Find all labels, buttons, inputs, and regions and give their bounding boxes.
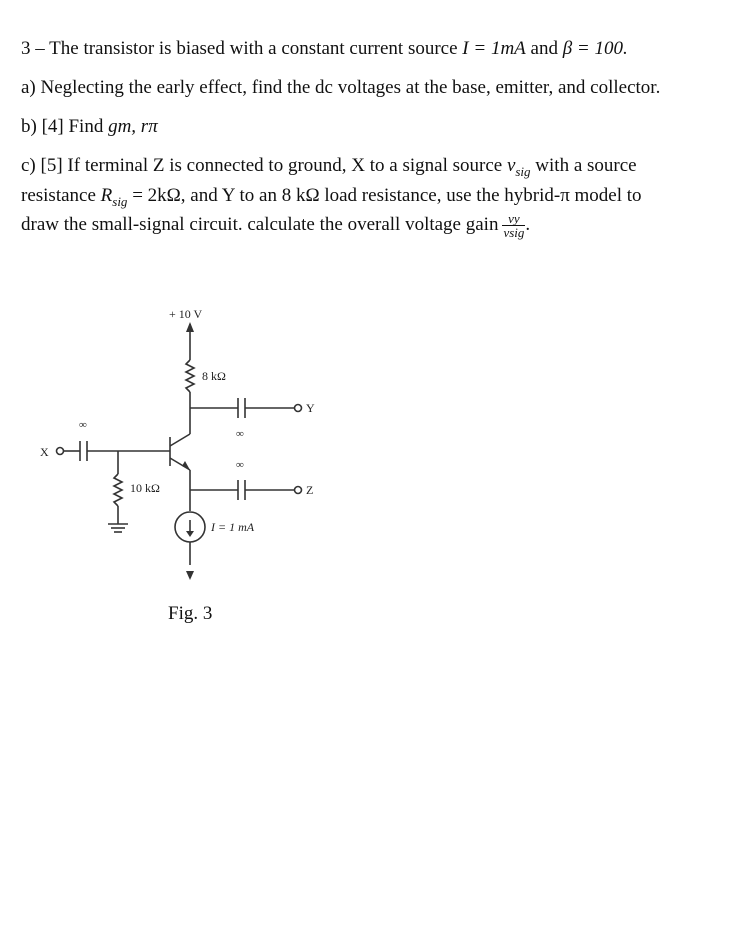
collector-resistor-label: 8 kΩ — [202, 369, 226, 383]
part-c-line3-text: draw the small-signal circuit. calculate the overall voltage gain — [21, 213, 499, 235]
current-source-label: I = 1 mA — [211, 520, 255, 534]
emitter-arrow-icon — [182, 461, 190, 470]
x-cap-value: ∞ — [79, 419, 87, 431]
supply-arrow-icon — [186, 322, 194, 332]
gain-period: . — [525, 213, 531, 235]
terminal-y — [295, 405, 302, 412]
base-resistor — [114, 474, 122, 506]
part-b-prefix: b) [4] Find — [21, 116, 104, 137]
y-cap-value: ∞ — [236, 428, 244, 440]
rsig-symbol: $R_{sig}$ — [100, 185, 128, 209]
part-c-line2-suffix: = 2kΩ, and Y to an 8 kΩ load resistance, use the hybrid-π model to — [132, 185, 642, 206]
current-arrow-icon — [186, 531, 194, 537]
terminal-z — [295, 487, 302, 494]
gain-denominator: vsig — [503, 225, 525, 240]
terminal-x — [57, 448, 64, 455]
part-c-prefix: c) [5] If terminal Z is connected to ground, X to a signal source — [21, 155, 503, 176]
part-c-line2-prefix: resistance — [21, 185, 96, 206]
supply-label: + 10 V — [169, 307, 203, 321]
part-a: a) Neglecting the early effect, find the dc voltages at the base, emitter, and collector. — [21, 77, 661, 98]
vsig-symbol: $v_{sig}$ — [506, 155, 531, 179]
beta-expression: β = 100. — [562, 38, 628, 59]
part-b-variables: gm, rπ — [108, 116, 158, 137]
transistor-collector-leg — [170, 434, 190, 446]
part-c-line1-suffix: with a source — [535, 155, 637, 176]
terminal-z-label: Z — [306, 483, 314, 497]
terminal-x-label: X — [40, 445, 49, 459]
figure-caption: Fig. 3 — [168, 603, 213, 624]
terminal-y-label: Y — [306, 401, 315, 415]
current-expression: I = 1mA — [462, 38, 526, 59]
gain-numerator: vy — [502, 212, 525, 226]
problem-intro: 3 – The transistor is biased with a constant current source — [21, 38, 458, 59]
base-resistor-label: 10 kΩ — [130, 481, 160, 495]
z-cap-value: ∞ — [236, 459, 244, 471]
collector-resistor — [186, 360, 194, 392]
conjunction: and — [530, 38, 558, 59]
bottom-arrow-icon — [186, 571, 194, 580]
